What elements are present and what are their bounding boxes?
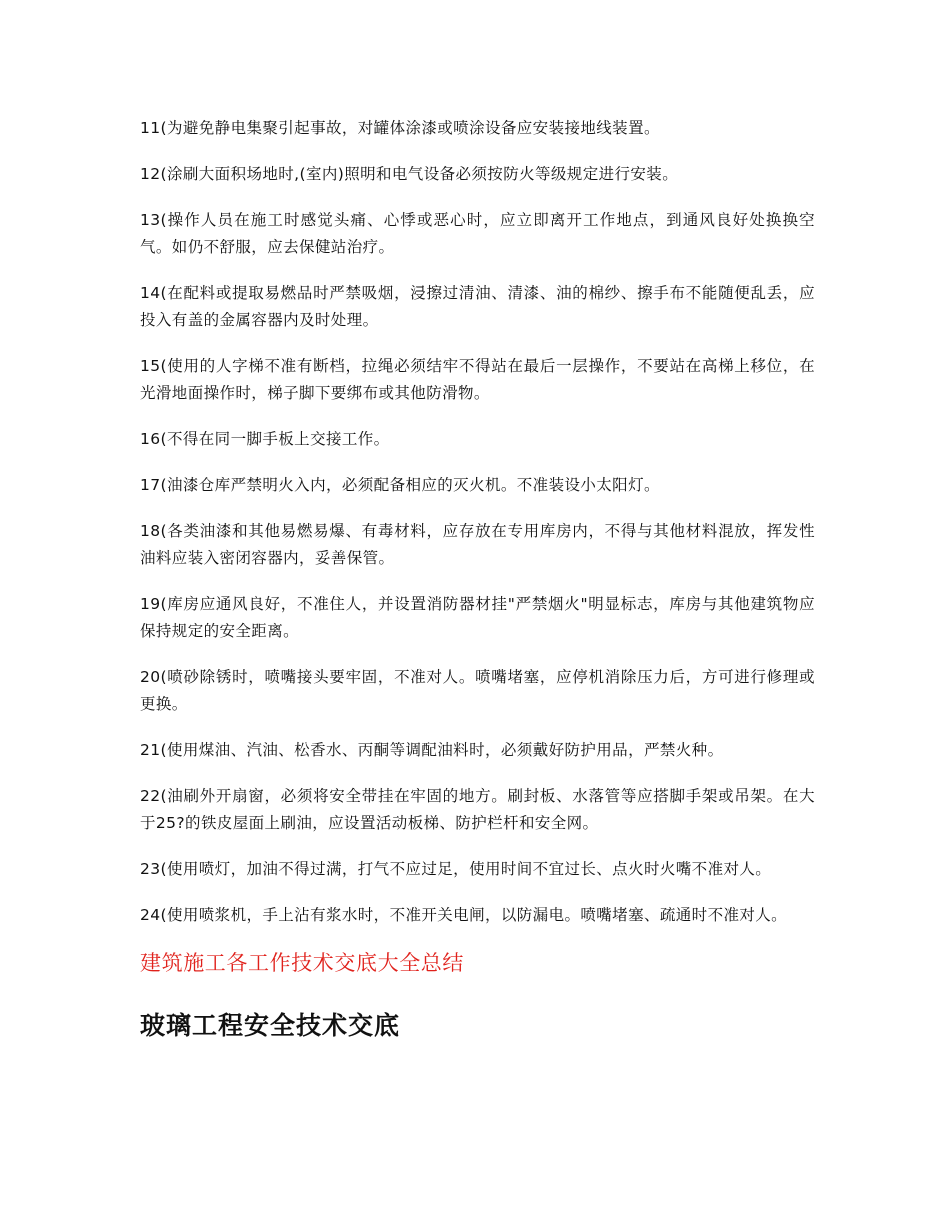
safety-item-22: 22(油刷外开扇窗，必须将安全带挂在牢固的地方。刷封板、水落管等应搭脚手架或吊架。在大于25?的铁皮屋面上刷油，应设置活动板梯、防护栏杆和安全网。 — [140, 787, 815, 832]
page-title: 玻璃工程安全技术交底 — [140, 1011, 401, 1040]
safety-item-23: 23(使用喷灯，加油不得过满，打气不应过足，使用时间不宜过长、点火时火嘴不准对人。 — [140, 860, 772, 878]
safety-item-24: 24(使用喷浆机，手上沾有浆水时，不准开关电闸，以防漏电。喷嘴堵塞、疏通时不准对人。 — [140, 906, 788, 924]
safety-item-19: 19(库房应通风良好，不准住人，并设置消防器材挂"严禁烟火"明显标志，库房与其他建筑物应保持规定的安全距离。 — [140, 595, 815, 640]
safety-item-11: 11(为避免静电集聚引起事故，对罐体涂漆或喷涂设备应安装接地线装置。 — [140, 119, 660, 137]
document-page — [140, 115, 815, 1044]
section-title-link[interactable]: 建筑施工各工作技术交底大全总结 — [140, 951, 464, 975]
safety-item-12: 12(涂刷大面积场地时,(室内)照明和电气设备必须按防火等级规定进行安装。 — [140, 165, 679, 183]
safety-item-21: 21(使用煤油、汽油、松香水、丙酮等调配油料时，必须戴好防护用品，严禁火种。 — [140, 741, 724, 759]
safety-item-13: 13(操作人员在施工时感觉头痛、心悸或恶心时，应立即离开工作地点，到通风良好处换换空气。如仍不舒服，应去保健站治疗。 — [140, 211, 815, 256]
safety-item-20: 20(喷砂除锈时，喷嘴接头要牢固，不准对人。喷嘴堵塞，应停机消除压力后，方可进行修理或更换。 — [140, 668, 815, 713]
safety-item-15: 15(使用的人字梯不准有断档，拉绳必须结牢不得站在最后一层操作，不要站在高梯上移位，在光滑地面操作时，梯子脚下要绑布或其他防滑物。 — [140, 357, 815, 402]
safety-item-16: 16(不得在同一脚手板上交接工作。 — [140, 430, 390, 448]
safety-item-14: 14(在配料或提取易燃品时严禁吸烟，浸擦过清油、清漆、油的棉纱、擦手布不能随便乱丢，应投入有盖的金属容器内及时处理。 — [140, 284, 815, 329]
safety-item-18: 18(各类油漆和其他易燃易爆、有毒材料，应存放在专用库房内，不得与其他材料混放，挥发性油料应装入密闭容器内，妥善保管。 — [140, 522, 815, 567]
safety-item-17: 17(油漆仓库严禁明火入内，必须配备相应的灭火机。不准装设小太阳灯。 — [140, 476, 660, 494]
